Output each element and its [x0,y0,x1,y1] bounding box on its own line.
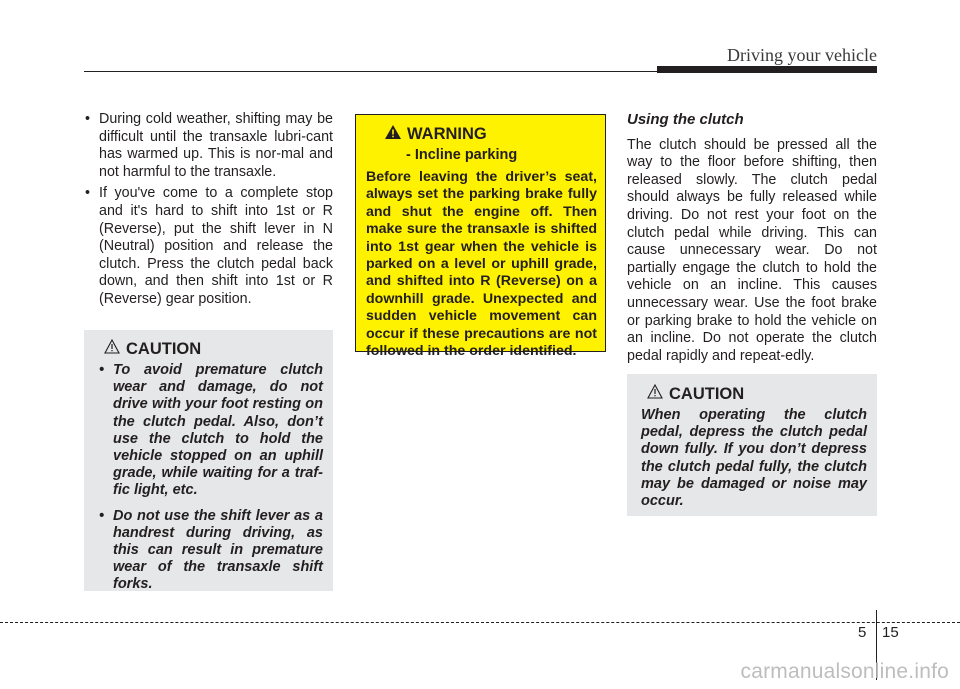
warning-box [355,114,606,360]
section-title: Driving your vehicle [727,45,877,65]
warning-header [384,124,597,145]
caution-box-right [627,374,877,516]
caution-title: CAUTION [669,384,745,403]
caution-triangle-icon [104,339,120,359]
caution-header [647,384,867,404]
right-column [627,111,877,365]
page-number: 15 [882,624,899,641]
warning-triangle-icon [384,124,402,145]
list-item: • Do not use the shift lever as a handrest during driving, as this can result in premature wear of the transaxle shift forks. [98,508,323,594]
warning-subtitle: - Incline parking [406,147,518,163]
list-item: • If you've come to a complete stop and it's hard to shift into 1st or R (Reverse), put the shift lever in N (Neutral) position and release the clutch. Press the clutch pedal back down, and then shift into 1st or R (Reverse) gear position. [84,185,333,308]
header-rule-accent [657,66,877,73]
warning-title: WARNING [407,125,487,143]
paragraph: The clutch should be pressed all the way to the floor before shifting, then released slowly. The clutch pedal should always be fully released while driving. Do not rest your foot on the clutch pedal while driving. This can cause unnecessary wear. Do not partially engage the clutch to hold the vehicle on an incline. This causes unnecessary wear. Use the foot brake or parking brake to hold the vehicle on an incline. Do not operate the clutch pedal rapidly and repeat-edly. [627,136,877,364]
subsection-heading: Using the clutch [627,111,744,128]
caution-box-left [84,330,333,591]
left-column [84,111,333,313]
caution-triangle-icon [647,384,663,404]
caution-header [104,339,323,359]
warning-body: Before leaving the driver’s seat, always set the parking brake fully and shut the engine off. Then make sure the transaxle is shifted into 1st gear when the vehicle is parked on a level or uphill grade, and shifted into R (Reverse) on a downhill grade. Unexpected and sudden vehicle movement can occur if these precautions are not followed in the order identified. [366,169,597,360]
caution-body: When operating the clutch pedal, depress the clutch pedal down fully. If you don’t depress the clutch pedal fully, the clutch may be damaged or noise may occur. [641,407,867,510]
caution-title: CAUTION [126,339,202,358]
watermark: carmanualsonline.info [740,660,949,683]
caution-body [98,362,323,594]
chapter-number: 5 [858,624,867,641]
footer-rule [0,622,960,623]
list-item: • During cold weather, shifting may be difficult until the transaxle lubri-cant has warmed up. This is nor-mal and not harmful to the transaxle. [84,111,333,181]
list-item: • To avoid premature clutch wear and damage, do not drive with your foot resting on the clutch pedal. Also, don’t use the clutch to hold the vehicle stopped on an uphill grade, while waiting for a traf-fic light, etc. [98,362,323,500]
